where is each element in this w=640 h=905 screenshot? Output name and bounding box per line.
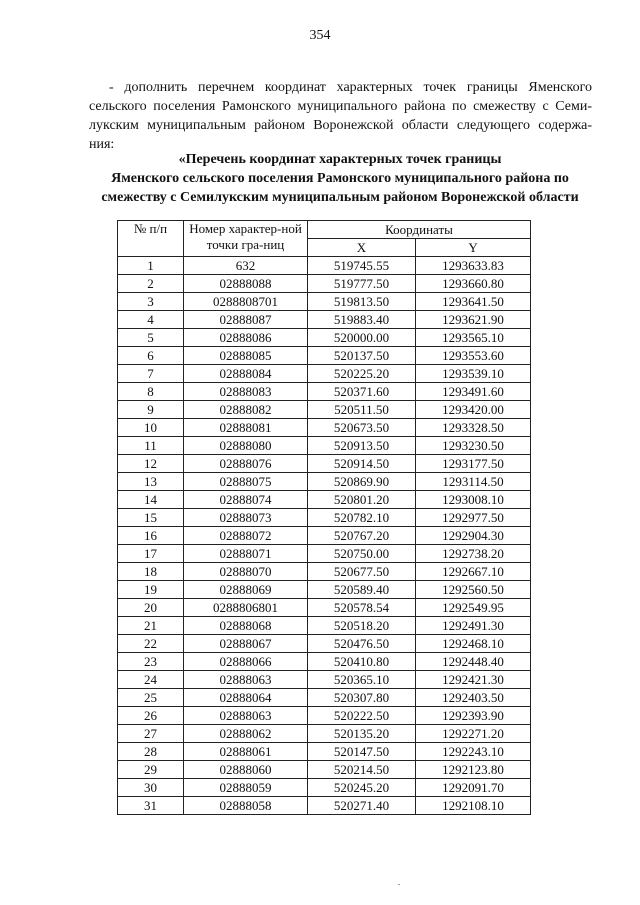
cell-number: 24 [118, 671, 184, 689]
cell-number: 13 [118, 473, 184, 491]
cell-point-number: 02888076 [184, 455, 308, 473]
cell-y: 1292667.10 [416, 563, 531, 581]
cell-point-number: 02888067 [184, 635, 308, 653]
cell-point-number: 02888083 [184, 383, 308, 401]
header-coordinates: Координаты [308, 221, 531, 239]
cell-point-number: 02888060 [184, 761, 308, 779]
cell-number: 21 [118, 617, 184, 635]
cell-y: 1293565.10 [416, 329, 531, 347]
cell-number: 7 [118, 365, 184, 383]
table-row [118, 761, 531, 779]
cell-x: 520518.20 [308, 617, 416, 635]
cell-number: 15 [118, 509, 184, 527]
cell-y: 1293328.50 [416, 419, 531, 437]
cell-y: 1292904.30 [416, 527, 531, 545]
cell-x: 520214.50 [308, 761, 416, 779]
table-row [118, 329, 531, 347]
table-row [118, 455, 531, 473]
cell-x: 520147.50 [308, 743, 416, 761]
cell-point-number: 0288808701 [184, 293, 308, 311]
table-heading [60, 150, 620, 207]
cell-number: 2 [118, 275, 184, 293]
cell-number: 5 [118, 329, 184, 347]
cell-y: 1293230.50 [416, 437, 531, 455]
cell-x: 520782.10 [308, 509, 416, 527]
cell-y: 1292403.50 [416, 689, 531, 707]
table-row [118, 545, 531, 563]
cell-x: 520801.20 [308, 491, 416, 509]
cell-x: 520476.50 [308, 635, 416, 653]
table-row [118, 635, 531, 653]
table-row [118, 527, 531, 545]
cell-x: 519777.50 [308, 275, 416, 293]
table-row [118, 347, 531, 365]
cell-y: 1293114.50 [416, 473, 531, 491]
cell-point-number: 02888062 [184, 725, 308, 743]
table-row [118, 671, 531, 689]
cell-y: 1292243.10 [416, 743, 531, 761]
cell-x: 520869.90 [308, 473, 416, 491]
cell-number: 23 [118, 653, 184, 671]
cell-x: 520225.20 [308, 365, 416, 383]
table-row [118, 707, 531, 725]
header-point-number: Номер характер-ной точки гра-ниц [184, 221, 308, 257]
cell-point-number: 0288806801 [184, 599, 308, 617]
cell-number: 18 [118, 563, 184, 581]
table-row [118, 437, 531, 455]
cell-number: 3 [118, 293, 184, 311]
cell-point-number: 02888073 [184, 509, 308, 527]
cell-y: 1292738.20 [416, 545, 531, 563]
cell-y: 1292549.95 [416, 599, 531, 617]
cell-x: 520589.40 [308, 581, 416, 599]
header-x: X [308, 239, 416, 257]
cell-number: 14 [118, 491, 184, 509]
table-row [118, 473, 531, 491]
cell-point-number: 02888070 [184, 563, 308, 581]
cell-number: 11 [118, 437, 184, 455]
table-row [118, 599, 531, 617]
cell-x: 520750.00 [308, 545, 416, 563]
cell-number: 31 [118, 797, 184, 815]
cell-y: 1293641.50 [416, 293, 531, 311]
cell-number: 20 [118, 599, 184, 617]
intro-line: - дополнить перечнем координат характерных точек границы Яменского [109, 80, 592, 95]
cell-x: 520673.50 [308, 419, 416, 437]
cell-x: 520578.54 [308, 599, 416, 617]
cell-point-number: 02888085 [184, 347, 308, 365]
cell-number: 25 [118, 689, 184, 707]
cell-point-number: 02888084 [184, 365, 308, 383]
cell-point-number: 02888075 [184, 473, 308, 491]
table-row [118, 491, 531, 509]
table-body [118, 257, 531, 815]
cell-y: 1293420.00 [416, 401, 531, 419]
intro-line: лукским муниципальным районом Воронежской области следующего содержа- [89, 118, 592, 133]
cell-y: 1292977.50 [416, 509, 531, 527]
cell-number: 29 [118, 761, 184, 779]
heading-line: «Перечень координат характерных точек границы [178, 152, 502, 167]
cell-y: 1292448.40 [416, 653, 531, 671]
cell-number: 17 [118, 545, 184, 563]
cell-y: 1293621.90 [416, 311, 531, 329]
cell-point-number: 02888081 [184, 419, 308, 437]
cell-x: 520914.50 [308, 455, 416, 473]
table-row [118, 419, 531, 437]
table-row [118, 275, 531, 293]
cell-point-number: 02888071 [184, 545, 308, 563]
cell-y: 1292091.70 [416, 779, 531, 797]
cell-number: 19 [118, 581, 184, 599]
table-row [118, 383, 531, 401]
cell-number: 1 [118, 257, 184, 275]
table-row [118, 509, 531, 527]
cell-number: 30 [118, 779, 184, 797]
table-row [118, 293, 531, 311]
table-row [118, 581, 531, 599]
cell-point-number: 02888066 [184, 653, 308, 671]
table-row [118, 689, 531, 707]
table-row [118, 743, 531, 761]
cell-number: 10 [118, 419, 184, 437]
cell-x: 520135.20 [308, 725, 416, 743]
cell-point-number: 02888061 [184, 743, 308, 761]
cell-y: 1292108.10 [416, 797, 531, 815]
cell-number: 4 [118, 311, 184, 329]
cell-y: 1293491.60 [416, 383, 531, 401]
cell-point-number: 02888063 [184, 671, 308, 689]
cell-number: 28 [118, 743, 184, 761]
cell-point-number: 02888072 [184, 527, 308, 545]
cell-y: 1293633.83 [416, 257, 531, 275]
cell-y: 1292271.20 [416, 725, 531, 743]
cell-y: 1292123.80 [416, 761, 531, 779]
cell-x: 520767.20 [308, 527, 416, 545]
cell-y: 1293008.10 [416, 491, 531, 509]
cell-x: 520222.50 [308, 707, 416, 725]
cell-point-number: 02888064 [184, 689, 308, 707]
table-row [118, 797, 531, 815]
cell-point-number: 02888074 [184, 491, 308, 509]
scan-speck [398, 884, 400, 885]
cell-y: 1293660.80 [416, 275, 531, 293]
cell-y: 1292393.90 [416, 707, 531, 725]
table-row [118, 401, 531, 419]
cell-x: 519745.55 [308, 257, 416, 275]
cell-x: 519813.50 [308, 293, 416, 311]
cell-number: 9 [118, 401, 184, 419]
cell-x: 520677.50 [308, 563, 416, 581]
cell-point-number: 02888058 [184, 797, 308, 815]
table-row [118, 365, 531, 383]
cell-point-number: 02888059 [184, 779, 308, 797]
cell-x: 520137.50 [308, 347, 416, 365]
cell-point-number: 02888080 [184, 437, 308, 455]
table-row [118, 257, 531, 275]
header-number: № п/п [118, 221, 184, 257]
cell-y: 1293177.50 [416, 455, 531, 473]
intro-paragraph [89, 78, 592, 154]
cell-point-number: 632 [184, 257, 308, 275]
cell-number: 8 [118, 383, 184, 401]
cell-y: 1293553.60 [416, 347, 531, 365]
table-row [118, 725, 531, 743]
cell-x: 520511.50 [308, 401, 416, 419]
header-y: Y [416, 239, 531, 257]
cell-x: 520271.40 [308, 797, 416, 815]
cell-x: 520913.50 [308, 437, 416, 455]
cell-y: 1292560.50 [416, 581, 531, 599]
table-row [118, 563, 531, 581]
cell-number: 27 [118, 725, 184, 743]
cell-x: 520000.00 [308, 329, 416, 347]
intro-line: ния: [89, 137, 115, 152]
heading-line: смежеству с Семилукским муниципальным районом Воронежской области [101, 190, 579, 205]
cell-number: 26 [118, 707, 184, 725]
cell-x: 520371.60 [308, 383, 416, 401]
table-row [118, 779, 531, 797]
cell-point-number: 02888063 [184, 707, 308, 725]
cell-x: 520307.80 [308, 689, 416, 707]
cell-point-number: 02888082 [184, 401, 308, 419]
table-row [118, 311, 531, 329]
cell-y: 1292421.30 [416, 671, 531, 689]
cell-x: 520410.80 [308, 653, 416, 671]
cell-x: 520245.20 [308, 779, 416, 797]
cell-point-number: 02888086 [184, 329, 308, 347]
cell-y: 1293539.10 [416, 365, 531, 383]
table-row [118, 617, 531, 635]
cell-number: 6 [118, 347, 184, 365]
page-number: 354 [309, 28, 331, 43]
cell-y: 1292491.30 [416, 617, 531, 635]
cell-x: 520365.10 [308, 671, 416, 689]
cell-x: 519883.40 [308, 311, 416, 329]
cell-point-number: 02888088 [184, 275, 308, 293]
heading-line: Яменского сельского поселения Рамонского муниципального района по [111, 171, 569, 186]
cell-point-number: 02888068 [184, 617, 308, 635]
cell-point-number: 02888069 [184, 581, 308, 599]
cell-number: 12 [118, 455, 184, 473]
intro-line: сельского поселения Рамонского муниципального района по смежеству с Семи- [89, 99, 592, 114]
cell-number: 22 [118, 635, 184, 653]
coordinates-table [117, 220, 531, 815]
cell-number: 16 [118, 527, 184, 545]
table-row [118, 653, 531, 671]
cell-y: 1292468.10 [416, 635, 531, 653]
cell-point-number: 02888087 [184, 311, 308, 329]
